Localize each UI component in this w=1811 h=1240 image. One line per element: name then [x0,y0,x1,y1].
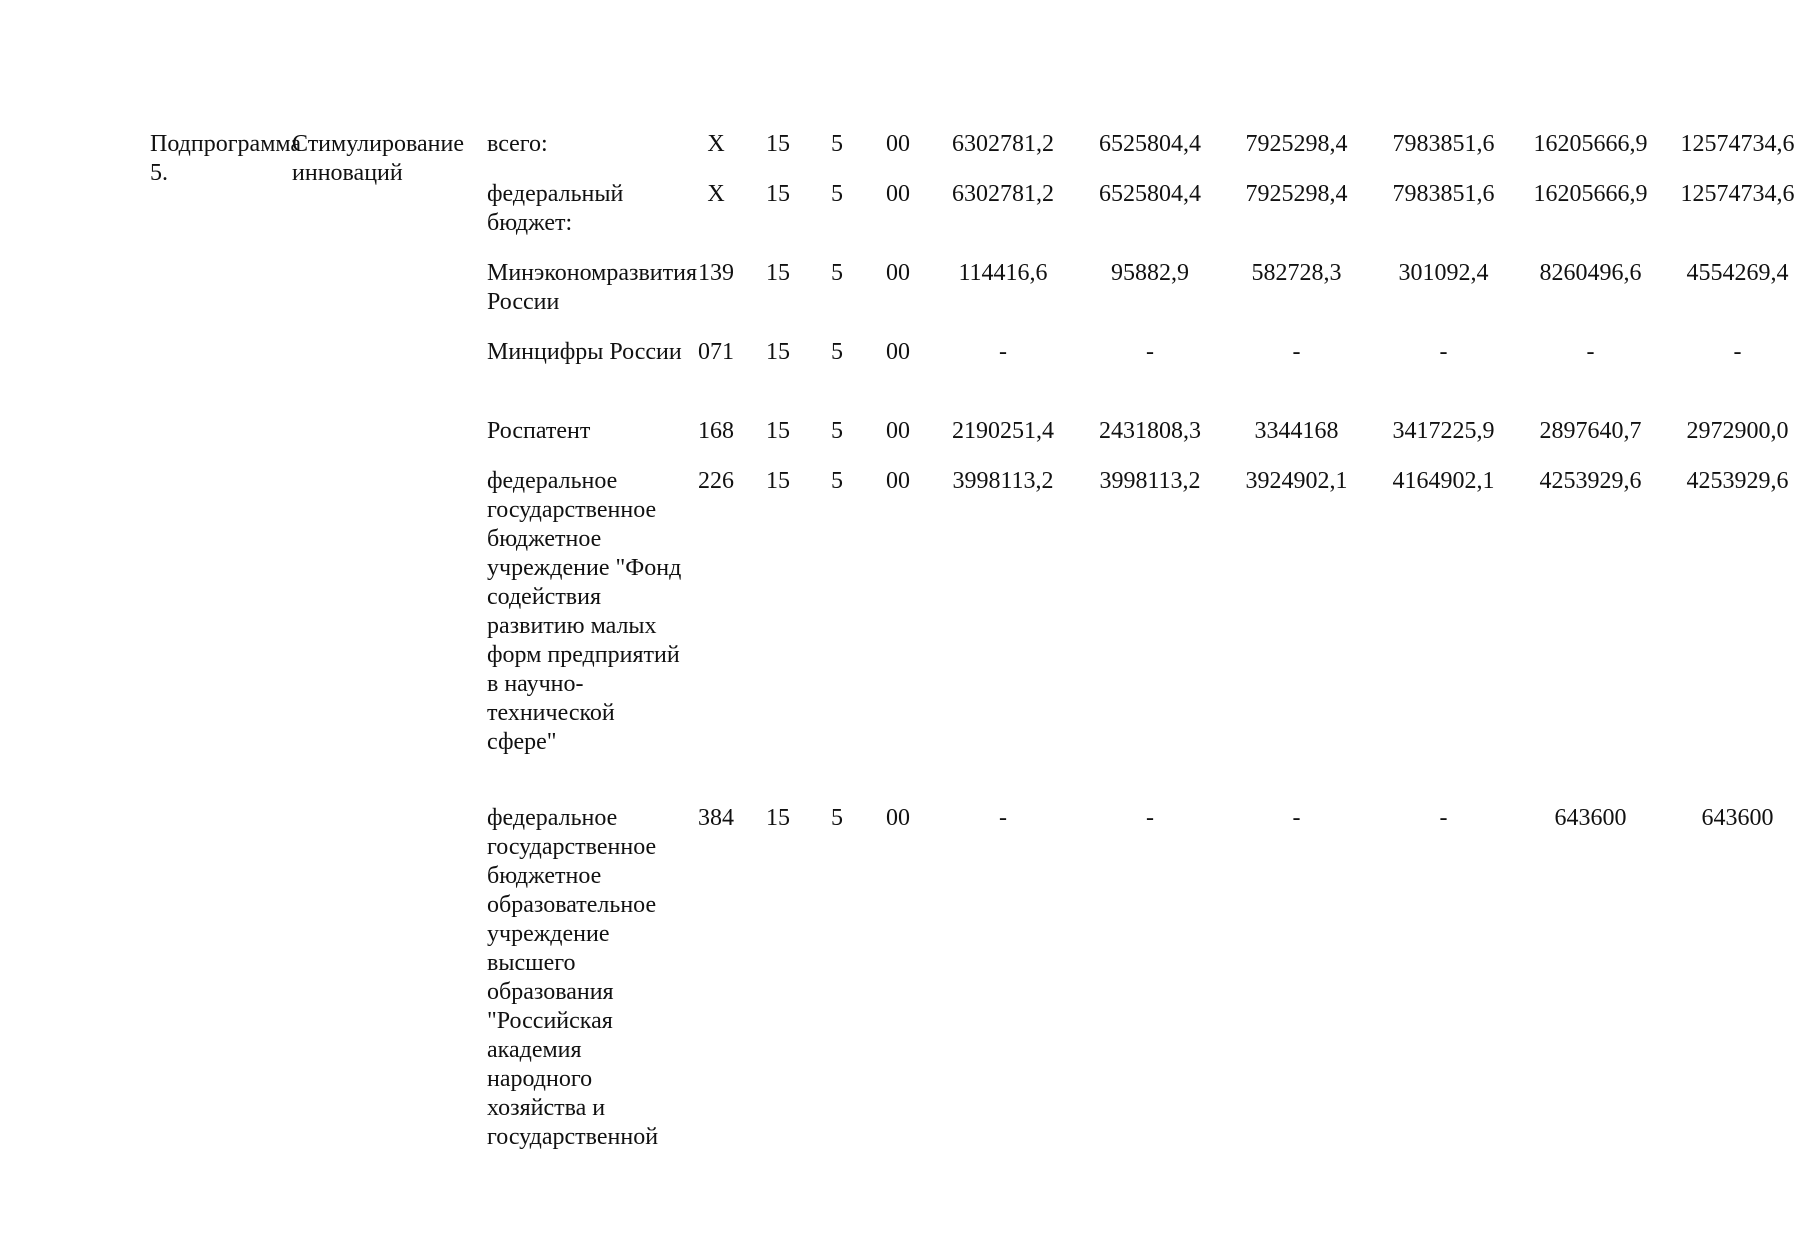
gp-code: 15 [766,468,790,494]
value-cell-5: 12574734,6 [1680,131,1795,157]
value-cell-3: - [1439,339,1448,365]
gp-code: 15 [766,418,790,444]
pgp-code: 5 [831,805,843,831]
value-cell-3: - [1439,805,1448,831]
pgp-code: 5 [831,468,843,494]
om-code: 00 [886,131,910,157]
value-cell-3: 301092,4 [1398,260,1489,286]
subprogram-code: Подпрограмма 5. [150,131,302,186]
value-cell-5: 2972900,0 [1686,418,1789,444]
value-cell-0: - [999,805,1007,831]
value-cell-5: 4554269,4 [1686,260,1789,286]
grbs-code: 168 [698,418,734,444]
value-cell-4: 2897640,7 [1539,418,1642,444]
pgp-code: 5 [831,181,843,207]
value-cell-5: 4253929,6 [1686,468,1789,494]
value-cell-5: 12574734,6 [1680,181,1795,207]
row-label: Минэкономразвития России [487,260,698,315]
value-cell-4: - [1586,339,1595,365]
value-cell-4: 4253929,6 [1539,468,1642,494]
om-code: 00 [886,468,910,494]
value-cell-0: 6302781,2 [952,181,1054,207]
value-cell-1: 3998113,2 [1099,468,1201,494]
om-code: 00 [886,260,910,286]
value-cell-0: 3998113,2 [952,468,1054,494]
value-cell-2: 3344168 [1254,418,1339,444]
row-label: федеральное государственное бюджетное образовательное учреждение высшего образования "Российская академия народного хозяйства и государственной [487,805,659,1150]
grbs-code: 071 [698,339,734,365]
gp-code: 15 [766,339,790,365]
value-cell-4: 8260496,6 [1539,260,1642,286]
value-cell-1: 6525804,4 [1099,131,1201,157]
pgp-code: 5 [831,131,843,157]
value-cell-2: - [1292,805,1301,831]
pgp-code: 5 [831,260,843,286]
grbs-code: 226 [698,468,734,494]
value-cell-2: 7925298,4 [1245,181,1348,207]
value-cell-3: 4164902,1 [1392,468,1495,494]
row-label: Роспатент [487,418,591,444]
value-cell-4: 643600 [1554,805,1627,831]
row-label: всего: [487,131,548,157]
row-label: федеральное государственное бюджетное учреждение "Фонд содействия развитию малых форм предприятий в научно-технической сфере" [487,468,682,755]
row-label: Минцифры России [487,339,682,365]
value-cell-1: 95882,9 [1111,260,1189,286]
value-cell-0: 6302781,2 [952,131,1054,157]
om-code: 00 [886,418,910,444]
value-cell-0: - [999,339,1007,365]
row-label: федеральный бюджет: [487,181,624,236]
grbs-code: 139 [698,260,734,286]
gp-code: 15 [766,181,790,207]
pgp-code: 5 [831,339,843,365]
value-cell-2: 582728,3 [1251,260,1342,286]
pgp-code: 5 [831,418,843,444]
value-cell-5: - [1733,339,1742,365]
gp-code: 15 [766,805,790,831]
value-cell-2: 7925298,4 [1245,131,1348,157]
value-cell-0: 2190251,4 [952,418,1054,444]
value-cell-3: 3417225,9 [1392,418,1495,444]
grbs-code: 384 [698,805,734,831]
grbs-code: X [707,131,725,157]
grbs-code: X [707,181,725,207]
value-cell-2: 3924902,1 [1245,468,1348,494]
value-cell-0: 114416,6 [958,260,1048,286]
value-cell-1: - [1146,339,1154,365]
value-cell-1: 2431808,3 [1099,418,1201,444]
subprogram-name: Стимулирование инноваций [292,131,464,186]
gp-code: 15 [766,260,790,286]
om-code: 00 [886,181,910,207]
value-cell-3: 7983851,6 [1392,181,1495,207]
value-cell-2: - [1292,339,1301,365]
value-cell-3: 7983851,6 [1392,131,1495,157]
value-cell-5: 643600 [1701,805,1774,831]
value-cell-1: - [1146,805,1154,831]
value-cell-1: 6525804,4 [1099,181,1201,207]
gp-code: 15 [766,131,790,157]
value-cell-4: 16205666,9 [1533,131,1648,157]
value-cell-4: 16205666,9 [1533,181,1648,207]
om-code: 00 [886,805,910,831]
om-code: 00 [886,339,910,365]
